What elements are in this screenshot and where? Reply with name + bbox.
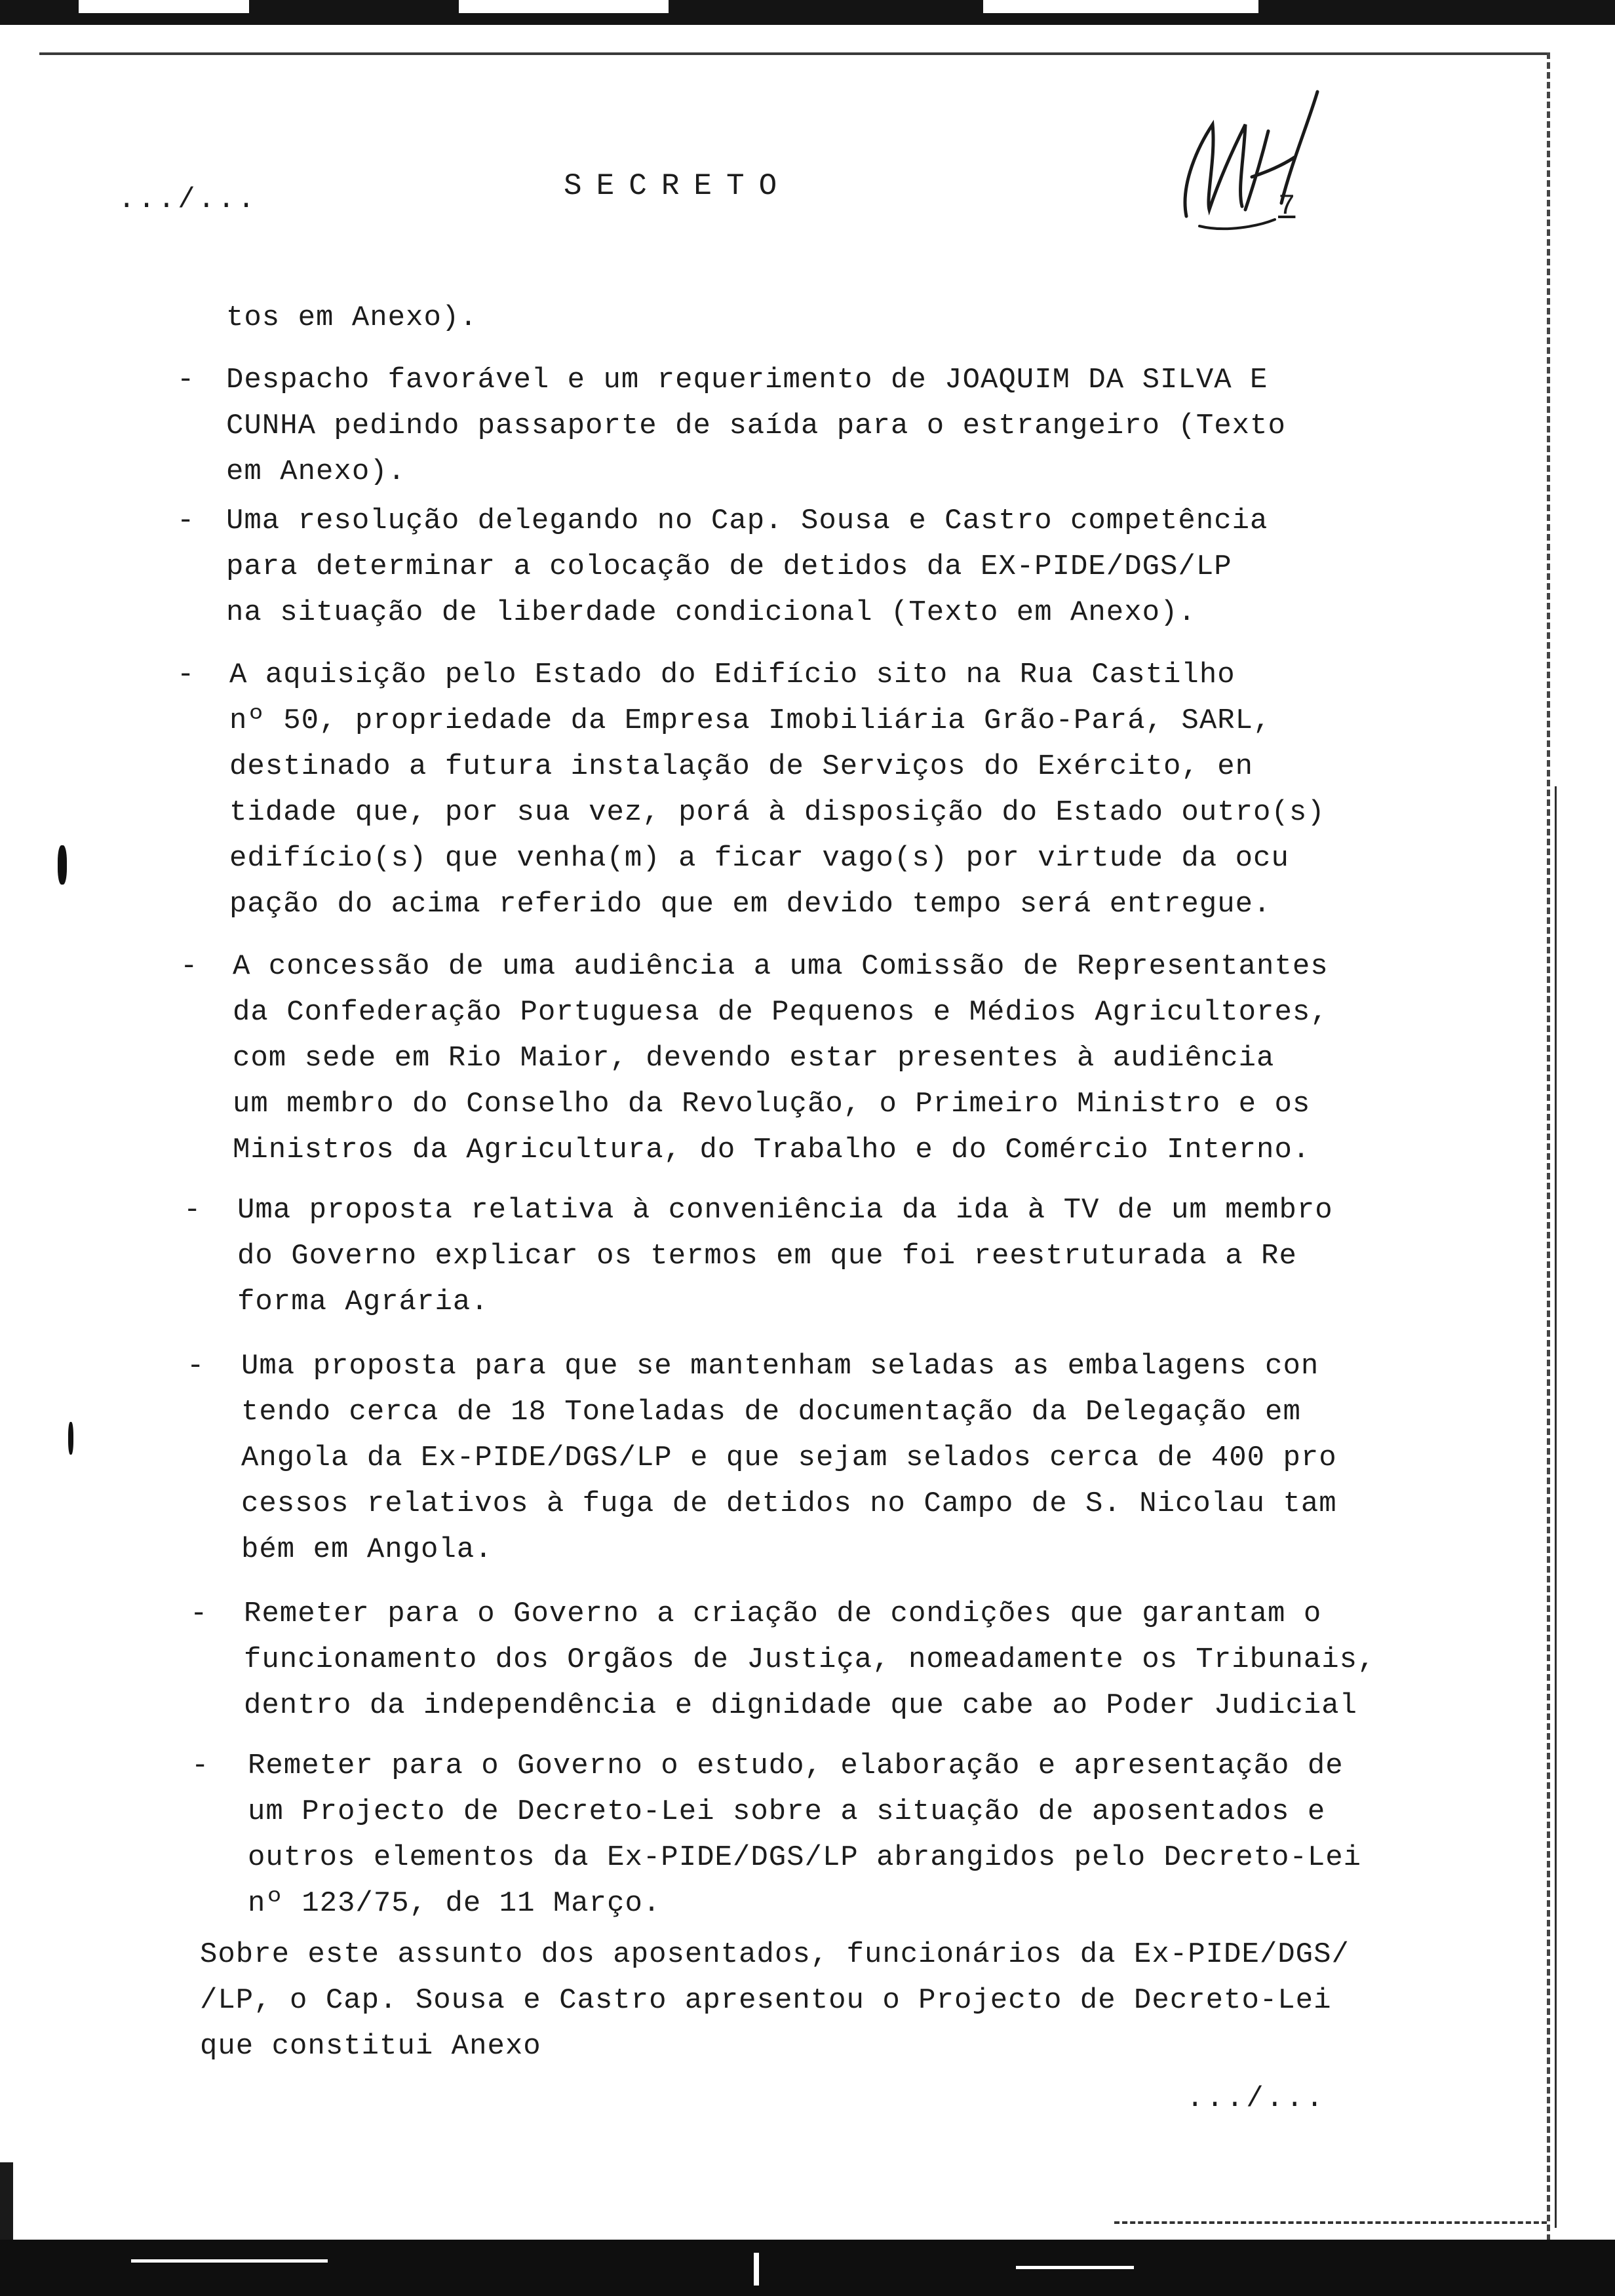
classification-heading: SECRETO <box>564 169 792 203</box>
list-item <box>226 357 1286 495</box>
text-line: com sede em Rio Maior, devendo estar presentes à audiência <box>233 1042 1275 1075</box>
scan-top-band <box>0 0 1615 25</box>
text-line: na situação de liberdade condicional (Texto em Anexo). <box>226 596 1196 629</box>
page-border-right-inner <box>1555 786 1557 2228</box>
text-line: nº 50, propriedade da Empresa Imobiliária Grão-Pará, SARL, <box>229 704 1272 737</box>
page-border-right <box>1547 52 1550 2241</box>
list-dash: - <box>184 1194 201 1227</box>
text-line: forma Agrária. <box>237 1286 489 1318</box>
text-line: outros elementos da Ex-PIDE/DGS/LP abrangidos pelo Decreto-Lei <box>248 1841 1362 1874</box>
closing-paragraph <box>200 1932 1350 2069</box>
text-line: tendo cerca de 18 Toneladas de documentação da Delegação em <box>241 1396 1301 1428</box>
text-line: que constitui Anexo <box>200 2030 541 2063</box>
list-item <box>226 498 1268 636</box>
text-line: do Governo explicar os termos em que foi reestruturada a Re <box>237 1240 1297 1272</box>
list-item <box>244 1591 1375 1729</box>
list-item <box>237 1187 1333 1325</box>
text-line: edifício(s) que venha(m) a ficar vago(s) por virtude da ocu <box>229 842 1289 875</box>
text-line: /LP, o Cap. Sousa e Castro apresentou o Projecto de Decreto-Lei <box>200 1984 1332 2017</box>
text-line: para determinar a colocação de detidos da EX-PIDE/DGS/LP <box>226 550 1232 583</box>
text-line: Remeter para o Governo a criação de condições que garantam o <box>244 1598 1322 1630</box>
text-line: A aquisição pelo Estado do Edifício sito na Rua Castilho <box>229 659 1236 691</box>
scan-speck <box>68 1422 73 1455</box>
list-item <box>241 1343 1337 1573</box>
text-line: tidade que, por sua vez, porá à disposição do Estado outro(s) <box>229 796 1325 829</box>
list-dash: - <box>191 1750 209 1782</box>
list-dash: - <box>190 1598 208 1630</box>
text-line: A concessão de uma audiência a uma Comissão de Representantes <box>233 950 1329 983</box>
text-line: um membro do Conselho da Revolução, o Primeiro Ministro e os <box>233 1088 1311 1120</box>
text-line: Uma resolução delegando no Cap. Sousa e Castro competência <box>226 505 1268 537</box>
intro-line <box>226 295 478 341</box>
scan-left-edge <box>0 2162 13 2241</box>
scan-speck <box>58 845 67 885</box>
text-line: da Confederação Portuguesa de Pequenos e Médios Agricultores, <box>233 996 1329 1029</box>
text-line: Sobre este assunto dos aposentados, funcionários da Ex-PIDE/DGS/ <box>200 1938 1350 1971</box>
text-line: CUNHA pedindo passaporte de saída para o estrangeiro (Texto <box>226 410 1286 442</box>
handwritten-initials-signature <box>1160 85 1331 236</box>
list-item <box>229 652 1325 927</box>
text-line: Ministros da Agricultura, do Trabalho e do Comércio Interno. <box>233 1134 1311 1166</box>
text-line: tos em Anexo). <box>226 301 478 334</box>
list-item <box>248 1743 1361 1926</box>
text-line: pação do acima referido que em devido tempo será entregue. <box>229 888 1272 921</box>
text-line: Angola da Ex-PIDE/DGS/LP e que sejam selados cerca de 400 pro <box>241 1442 1337 1474</box>
text-line: cessos relativos à fuga de detidos no Campo de S. Nicolau tam <box>241 1487 1337 1520</box>
list-dash: - <box>180 950 198 983</box>
page-number: 7 <box>1278 190 1296 223</box>
text-line: nº 123/75, de 11 Março. <box>248 1887 661 1920</box>
text-line: Despacho favorável e um requerimento de JOAQUIM DA SILVA E <box>226 364 1268 396</box>
list-item <box>233 944 1329 1173</box>
page-border-bottom <box>1114 2221 1547 2224</box>
scan-bottom-band <box>0 2240 1615 2296</box>
text-line: Uma proposta relativa à conveniência da ida à TV de um membro <box>237 1194 1333 1227</box>
page-border-top <box>39 52 1547 55</box>
list-dash: - <box>177 505 195 537</box>
footer-continuation-marker: .../... <box>1186 2082 1326 2115</box>
list-dash: - <box>177 659 195 691</box>
text-line: dentro da independência e dignidade que cabe ao Poder Judicial <box>244 1689 1358 1722</box>
list-dash: - <box>187 1350 204 1383</box>
text-line: destinado a futura instalação de Serviços do Exército, en <box>229 750 1254 783</box>
text-line: um Projecto de Decreto-Lei sobre a situação de aposentados e <box>248 1795 1326 1828</box>
text-line: Remeter para o Governo o estudo, elaboração e apresentação de <box>248 1750 1344 1782</box>
list-dash: - <box>177 364 195 396</box>
text-line: Uma proposta para que se mantenham seladas as embalagens con <box>241 1350 1319 1383</box>
header-continuation-marker: .../... <box>118 183 258 216</box>
text-line: funcionamento dos Orgãos de Justiça, nomeadamente os Tribunais, <box>244 1643 1376 1676</box>
text-line: em Anexo). <box>226 455 406 488</box>
text-line: bém em Angola. <box>241 1533 493 1566</box>
